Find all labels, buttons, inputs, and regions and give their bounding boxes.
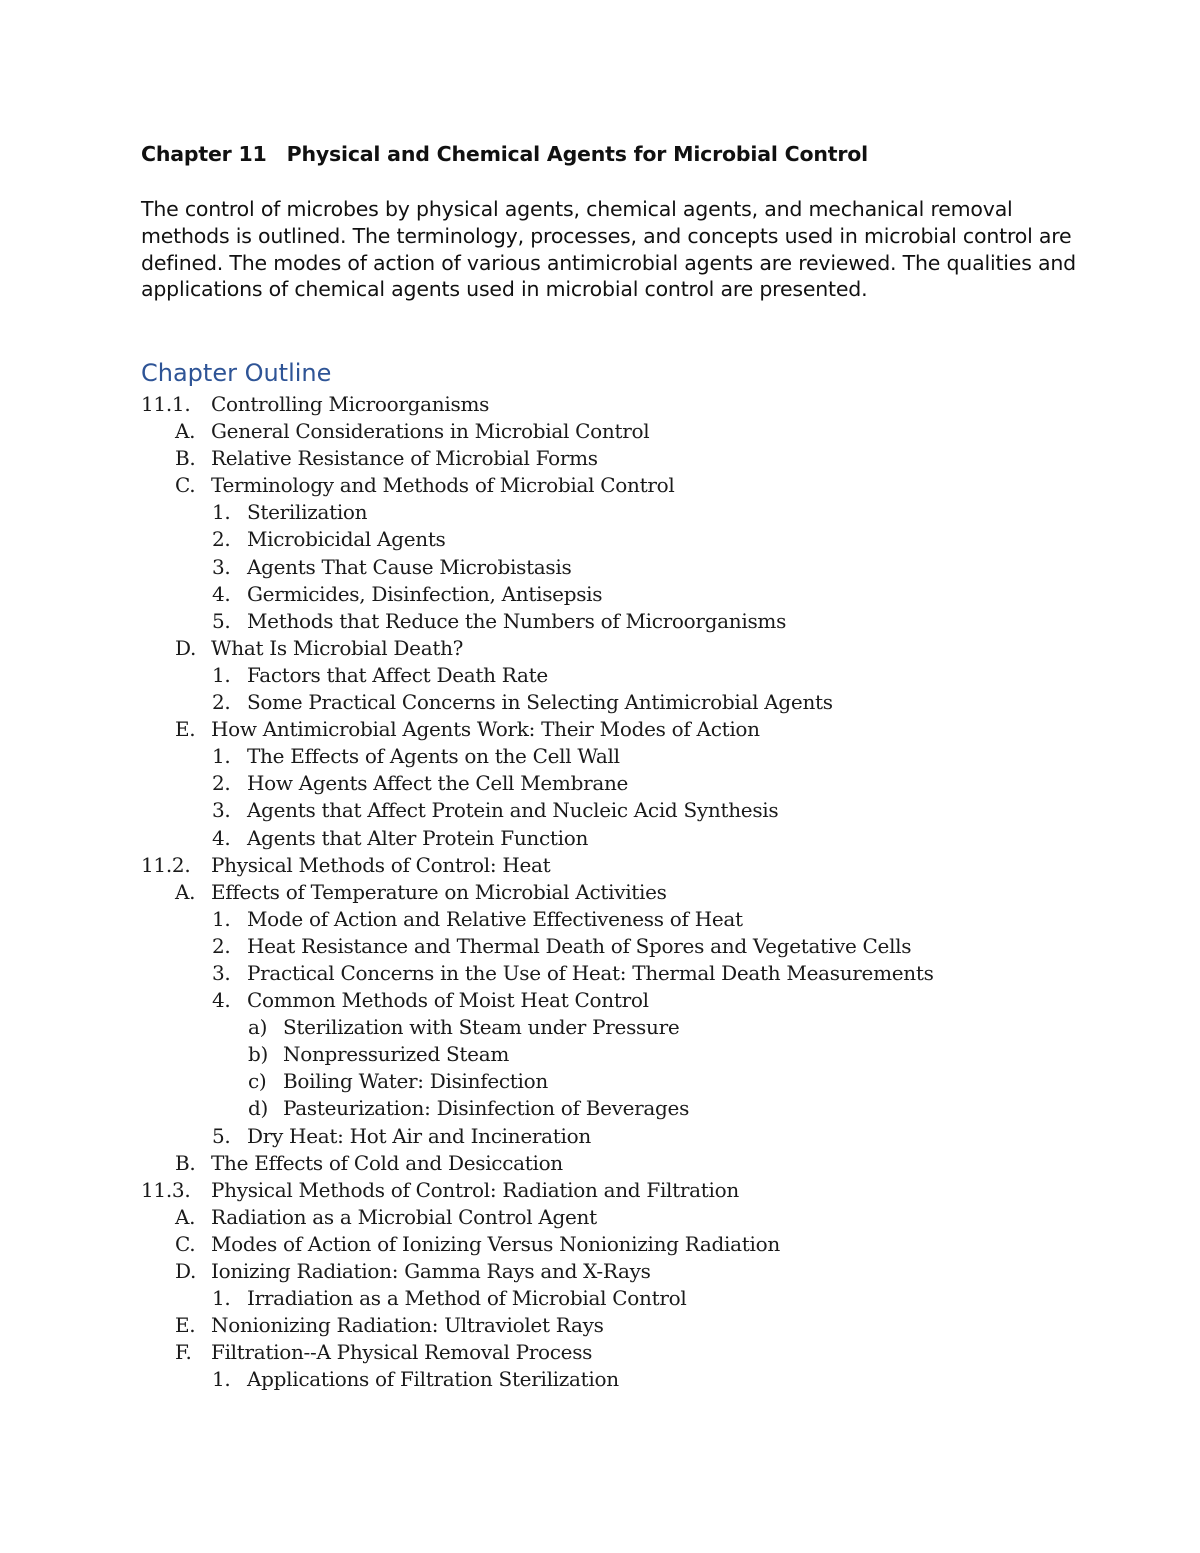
outline-heading: Chapter Outline — [141, 359, 332, 387]
outline-item-marker: A. — [175, 1204, 196, 1229]
outline-item-text: Methods that Reduce the Numbers of Microorganisms — [247, 608, 787, 633]
outline-item-marker: 11.2. — [141, 852, 191, 877]
outline-item — [0, 933, 1200, 960]
outline-item-marker: C. — [175, 1231, 196, 1256]
outline-item — [0, 1095, 1200, 1122]
outline-item — [0, 1366, 1200, 1393]
outline-item-marker: c) — [248, 1069, 267, 1094]
outline-item — [0, 743, 1200, 770]
outline-item-marker: B. — [175, 1150, 196, 1175]
outline-item — [0, 499, 1200, 526]
outline-item — [0, 445, 1200, 472]
outline-item-marker: E. — [175, 717, 196, 742]
outline-item — [0, 1068, 1200, 1095]
outline-item-text: Pasteurization: Disinfection of Beverages — [283, 1096, 690, 1121]
chapter-outline — [0, 391, 1200, 1393]
outline-item-marker: 5. — [212, 608, 231, 633]
outline-item — [0, 662, 1200, 689]
outline-item — [0, 608, 1200, 635]
outline-item-text: Agents that Alter Protein Function — [247, 825, 589, 850]
outline-item-text: Irradiation as a Method of Microbial Control — [247, 1286, 687, 1311]
outline-item — [0, 1150, 1200, 1177]
outline-item — [0, 581, 1200, 608]
outline-item — [0, 1014, 1200, 1041]
outline-item-text: Agents That Cause Microbistasis — [247, 554, 572, 579]
outline-item-marker: 1. — [212, 1286, 231, 1311]
outline-item-marker: D. — [175, 1259, 197, 1283]
outline-item — [0, 1041, 1200, 1068]
outline-item-text: How Antimicrobial Agents Work: Their Modes of Action — [211, 717, 760, 742]
outline-item-text: Germicides, Disinfection, Antisepsis — [247, 581, 603, 606]
outline-item-marker: 1. — [212, 906, 231, 931]
outline-item-marker: 3. — [212, 554, 231, 579]
outline-item-text: Nonpressurized Steam — [283, 1042, 509, 1067]
chapter-title — [141, 142, 868, 166]
outline-item-marker: E. — [175, 1313, 196, 1338]
outline-item-marker: D. — [175, 635, 197, 660]
outline-item-text: What Is Microbial Death? — [211, 635, 464, 660]
outline-item-text: Nonionizing Radiation: Ultraviolet Rays — [211, 1313, 604, 1338]
outline-item-marker: F. — [175, 1340, 192, 1365]
outline-item — [0, 797, 1200, 824]
outline-item — [0, 1258, 1200, 1285]
outline-item-marker: 1. — [212, 1367, 231, 1392]
outline-item-text: Filtration--A Physical Removal Process — [211, 1340, 593, 1365]
outline-item-marker: A. — [175, 879, 196, 904]
outline-item-marker: 4. — [212, 825, 231, 850]
outline-item — [0, 472, 1200, 499]
outline-item — [0, 554, 1200, 581]
outline-item-marker: a) — [248, 1015, 268, 1040]
outline-item-marker: 11.3. — [141, 1177, 191, 1202]
outline-item — [0, 1123, 1200, 1150]
outline-item-marker: 4. — [212, 581, 231, 606]
outline-item-text: How Agents Affect the Cell Membrane — [247, 771, 629, 796]
outline-item — [0, 526, 1200, 553]
outline-item-marker: B. — [175, 446, 196, 471]
outline-item-marker: 2. — [212, 771, 231, 796]
outline-item — [0, 1312, 1200, 1339]
outline-item-marker: 2. — [212, 690, 231, 715]
outline-item-marker: b) — [248, 1042, 269, 1067]
outline-item-text: Ionizing Radiation: Gamma Rays and X-Rays — [211, 1259, 651, 1283]
outline-item-text: Sterilization — [247, 500, 368, 525]
outline-item-text: Microbicidal Agents — [247, 527, 446, 552]
outline-item — [0, 825, 1200, 852]
outline-item — [0, 960, 1200, 987]
outline-item-marker: 1. — [212, 662, 231, 687]
outline-item-text: Agents that Affect Protein and Nucleic Acid Synthesis — [247, 798, 779, 823]
outline-item-marker: 3. — [212, 798, 231, 823]
outline-item-text: Modes of Action of Ionizing Versus Nonionizing Radiation — [211, 1231, 780, 1256]
outline-item — [0, 906, 1200, 933]
outline-item-marker: 2. — [212, 933, 231, 958]
outline-item-text: Dry Heat: Hot Air and Incineration — [247, 1123, 591, 1148]
outline-item-text: The Effects of Cold and Desiccation — [211, 1150, 563, 1175]
outline-item — [0, 418, 1200, 445]
outline-item-text: Relative Resistance of Microbial Forms — [211, 446, 598, 471]
outline-item-text: Some Practical Concerns in Selecting Antimicrobial Agents — [247, 690, 833, 715]
outline-item-text: The Effects of Agents on the Cell Wall — [247, 744, 620, 769]
outline-item-text: Physical Methods of Control: Radiation and Filtration — [211, 1177, 739, 1202]
outline-item — [0, 1231, 1200, 1258]
outline-item-marker: 3. — [212, 960, 231, 985]
outline-item — [0, 635, 1200, 662]
outline-item — [0, 391, 1200, 418]
chapter-title-text: Physical and Chemical Agents for Microbial Control — [286, 142, 868, 166]
outline-item-marker: 2. — [212, 527, 231, 552]
outline-item-text: Effects of Temperature on Microbial Activities — [211, 879, 667, 904]
intro-paragraph: The control of microbes by physical agents, chemical agents, and mechanical removal methods is outlined. The terminology, processes, and concepts used in microbial control are defined. The modes of action of various antimicrobial agents are reviewed. The qualities and applications of chemical agents used in microbial control are presented. — [141, 197, 1076, 302]
outline-item — [0, 770, 1200, 797]
outline-item-marker: 1. — [212, 500, 231, 525]
outline-item-text: Radiation as a Microbial Control Agent — [211, 1204, 597, 1229]
outline-item-marker: 11.1. — [141, 392, 191, 416]
outline-item-text: General Considerations in Microbial Control — [211, 419, 650, 444]
outline-item — [0, 1177, 1200, 1204]
outline-item-marker: d) — [248, 1096, 269, 1121]
outline-item-text: Controlling Microorganisms — [211, 392, 490, 416]
outline-item-marker: 5. — [212, 1123, 231, 1148]
outline-item-marker: 4. — [212, 988, 231, 1013]
outline-item-text: Practical Concerns in the Use of Heat: Thermal Death Measurements — [247, 960, 934, 985]
outline-item-text: Common Methods of Moist Heat Control — [247, 988, 649, 1013]
outline-item-text: Applications of Filtration Sterilization — [247, 1367, 619, 1392]
outline-item — [0, 987, 1200, 1014]
outline-item — [0, 1204, 1200, 1231]
outline-item — [0, 1339, 1200, 1366]
outline-item — [0, 852, 1200, 879]
outline-item-text: Terminology and Methods of Microbial Control — [211, 473, 675, 498]
outline-item-text: Boiling Water: Disinfection — [283, 1069, 548, 1094]
outline-item-text: Sterilization with Steam under Pressure — [283, 1015, 680, 1040]
outline-item-marker: C. — [175, 473, 196, 498]
outline-item — [0, 689, 1200, 716]
outline-item-text: Heat Resistance and Thermal Death of Spores and Vegetative Cells — [247, 933, 912, 958]
chapter-number: Chapter 11 — [141, 142, 267, 166]
outline-item-marker: 1. — [212, 744, 231, 769]
outline-item-marker: A. — [175, 419, 196, 444]
outline-item-text: Factors that Affect Death Rate — [247, 662, 548, 687]
outline-item — [0, 879, 1200, 906]
outline-item — [0, 1285, 1200, 1312]
outline-item — [0, 716, 1200, 743]
outline-item-text: Mode of Action and Relative Effectiveness of Heat — [247, 906, 743, 931]
outline-item-text: Physical Methods of Control: Heat — [211, 852, 551, 877]
